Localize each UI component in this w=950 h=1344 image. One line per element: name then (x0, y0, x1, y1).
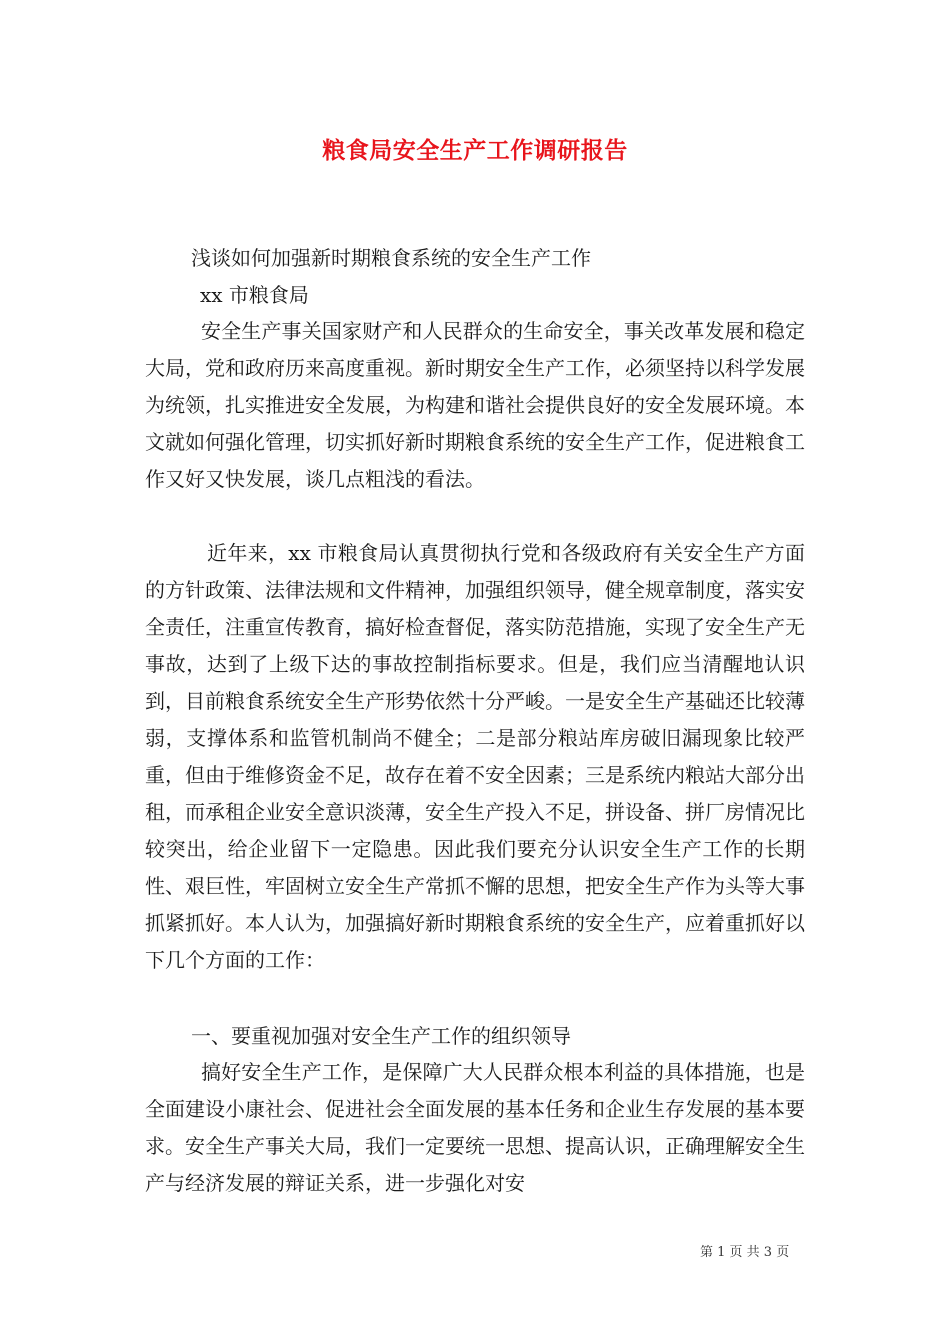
document-author: xx 市粮食局 (200, 283, 309, 307)
page-number: 第 1 页 共 3 页 (700, 1245, 790, 1260)
paragraph-section-one: 搞好安全生产工作，是保障广大人民群众根本利益的具体措施，也是全面建设小康社会、促进社会全面发展的基本任务和企业生存发展的基本要求。安全生产事关大局，我们一定要统一思想、提高认识，正确理解安全生产与经济发展的辩证关系，进一步强化对安 (145, 1060, 805, 1195)
document-title: 粮食局安全生产工作调研报告 (322, 137, 628, 164)
paragraph-situation: 近年来，xx 市粮食局认真贯彻执行党和各级政府有关安全生产方面的方针政策、法律法规和文件精神，加强组织领导，健全规章制度，落实安全责任，注重宣传教育，搞好检查督促，落实防范措施，实现了安全生产无事故，达到了上级下达的事故控制指标要求。但是，我们应当清醒地认识到，目前粮食系统安全生产形势依然十分严峻。一是安全生产基础还比较薄弱，支撑体系和监管机制尚不健全；二是部分粮站库房破旧漏现象比较严重，但由于维修资金不足，故存在着不安全因素；三是系统内粮站大部分出租，而承租企业安全意识淡薄，安全生产投入不足，拼设备、拼厂房情况比较突出，给企业留下一定隐患。因此我们要充分认识安全生产工作的长期性、艰巨性，牢固树立安全生产常抓不懈的思想，把安全生产作为头等大事抓紧抓好。本人认为，加强搞好新时期粮食系统的安全生产，应着重抓好以下几个方面的工作： (145, 541, 805, 972)
section-heading: 一、要重视加强对安全生产工作的组织领导 (191, 1024, 571, 1048)
paragraph-intro: 安全生产事关国家财产和人民群众的生命安全，事关改革发展和稳定大局，党和政府历来高度重视。新时期安全生产工作，必须坚持以科学发展为统领，扎实推进安全发展，为构建和谐社会提供良好的安全发展环境。本文就如何强化管理，切实抓好新时期粮食系统的安全生产工作，促进粮食工作又好又快发展，谈几点粗浅的看法。 (145, 319, 805, 491)
document-subtitle: 浅谈如何加强新时期粮食系统的安全生产工作 (191, 246, 591, 270)
